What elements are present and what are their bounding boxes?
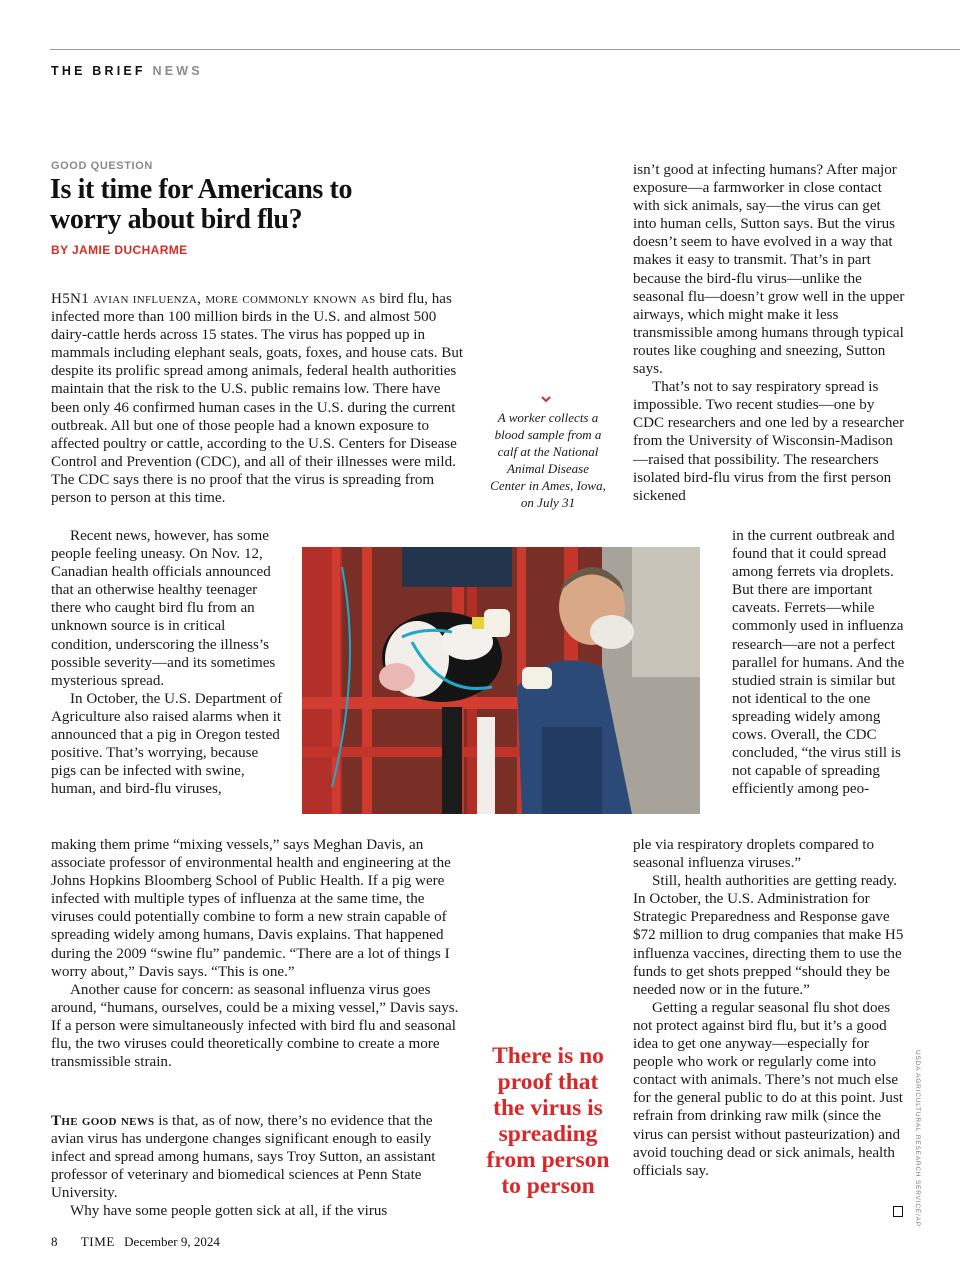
issue-date: December 9, 2024: [124, 1234, 220, 1249]
lead-in: H5N1 avian influenza, more commonly known as: [51, 291, 376, 307]
paragraph-3-end: making them prime “mixing vessels,” says Meghan Davis, an associate professor of environmental health and engineering at the Johns Hopkins Bloomberg School of Public Health. If a pig were infected with multiple types of influenza at the same time, the viruses could potentially combine to form a new strain capable of spreading widely among humans, Davis explains. That happened during the 2009 “swine flu” pandemic. “There are a lot of things I worry about,” Davis says. “This is one.”: [51, 837, 451, 980]
paragraph-2: Recent news, however, has some people feeling uneasy. On Nov. 12, Canadian health officials announced that an otherwise healthy teenager there who caught bird flu from an unknown source is in critical condition, underscoring the illness’s possible severity—and its sometimes mysterious spread.: [51, 528, 276, 689]
kicker: GOOD QUESTION: [51, 160, 153, 172]
paragraph-5: [51, 1112, 469, 1202]
paragraph-7-start: That’s not to say respiratory spread is impossible. Two recent studies—one by CDC researchers and one led by a researcher from the University of Wisconsin-Madison—raised that possibility. The researchers isolated bird-flu virus from the first person sickened: [633, 379, 905, 504]
end-square-icon: [893, 1206, 903, 1217]
article-body-wrap-left: [51, 527, 283, 798]
paragraph-7-mid: in the current outbreak and found that it could spread among ferrets via droplets. But there are important caveats. Ferrets—while commonly used in influenza research—are not a perfect parallel for humans. And the studied strain is similar but not identical to the one spreading widely among cows. Overall, the CDC concluded, “the virus still is not capable of spreading efficiently among peo-: [732, 528, 905, 798]
article-body-intro: [51, 290, 469, 507]
section-name: THE BRIEF: [51, 64, 146, 78]
paragraph-1-text: bird flu, has infected more than 100 million birds in the U.S. and almost 500 dairy-cattle herds across 15 states. The virus has popped up in mammals including elephant seals, goats, foxes, and house cats. But despite its prolific spread among animals, federal health authorities maintain that the risk to the U.S. public remains low. There have been only 46 confirmed human cases in the U.S. during the current outbreak. All but one of those people had a known exposure to affected poultry or cattle, according to the U.S. Centers for Disease Control and Prevention (CDC), and all of their illnesses were mild. The CDC says there is no proof that the virus is spreading from person to person at this time.: [51, 291, 464, 507]
article-body-lower: [51, 836, 469, 1071]
page-footer: [51, 1234, 220, 1250]
article-body-wrap-right: [732, 527, 906, 798]
photo-credit: [909, 1050, 923, 1227]
paragraph-3-start: In October, the U.S. Department of Agriculture also raised alarms when it announced that a pig in Oregon tested positive. That’s worrying, because pigs can be infected with swine, human, and bird-flu viruses,: [51, 690, 283, 798]
paragraph-6-start: Why have some people gotten sick at all, if the virus: [70, 1203, 388, 1220]
paragraph-1: [51, 290, 469, 507]
subsection-name: NEWS: [152, 64, 203, 78]
magazine-name: TIME: [80, 1234, 115, 1249]
paragraph-4: Another cause for concern: as seasonal influenza virus goes around, “humans, ourselves, could be a mixing vessel,” Davis says. If a person were simultaneously infected with bird flu and seasonal flu, the two viruses could theoretically combine to create a more transmissible strain.: [51, 981, 459, 1071]
paragraph-9: Getting a regular seasonal flu shot does not protect against bird flu, but it’s a good idea to get one anyway—especially for people who work or regularly come into contact with animals. There’s not much else for the general public to do at this point. Just refrain from drinking raw milk (since the virus can persist without pasteurization) and avoid touching dead or sick animals, health officials say.: [633, 999, 903, 1179]
paragraph-6-end: isn’t good at infecting humans? After major exposure—a farmworker in close contact with sick animals, say—the virus can get into human cells, Sutton says. But the virus doesn’t seem to have evolved in a way that makes it easy to transmit. That’s in part because the bird-flu virus—unlike the seasonal flu—doesn’t grow well in the upper airways, which might make it less transmissible among humans through typical routes like coughing and sneezing, Sutton says.: [633, 162, 905, 378]
paragraph-5-text: is that, as of now, there’s no evidence that the avian virus has undergone changes significant enough to easily infect and spread among humans, says Troy Sutton, an assistant professor of veterinary and biomedical sciences at Penn State University.: [51, 1113, 436, 1202]
article-body-right-top: [633, 161, 905, 505]
pull-quote: There is no proof that the virus is spreading from person to person: [486, 1043, 610, 1199]
article-body-right-bottom: [633, 836, 905, 1180]
paragraph-8: Still, health authorities are getting ready. In October, the U.S. Administration for Strategic Preparedness and Response gave $72 million to drug companies that make H5 influenza vaccines, directing them to use the funds to get shots prepped “should they be needed now or in the future.”: [633, 873, 904, 998]
article-body-good-news: [51, 1112, 469, 1221]
byline: BY JAMIE DUCHARME: [51, 243, 188, 257]
photo-caption: A worker collects a blood sample from a calf at the National Animal Disease Center in Ames, Iowa, on July 31: [490, 410, 606, 510]
calf-blood-sample-photo: [302, 547, 700, 814]
page-number: 8: [51, 1234, 58, 1249]
section-label: [51, 64, 203, 78]
good-news-lead: The good news: [51, 1113, 155, 1129]
headline: Is it time for Americans to worry about bird flu?: [50, 174, 353, 235]
paragraph-7-end: ple via respiratory droplets compared to seasonal influenza viruses.”: [633, 837, 874, 872]
photo-credit-text: USDA AGRICULTURAL RESEARCH SERVICE/AP: [914, 1050, 921, 1227]
chevron-down-icon: [541, 394, 551, 406]
top-rule: [50, 49, 960, 50]
